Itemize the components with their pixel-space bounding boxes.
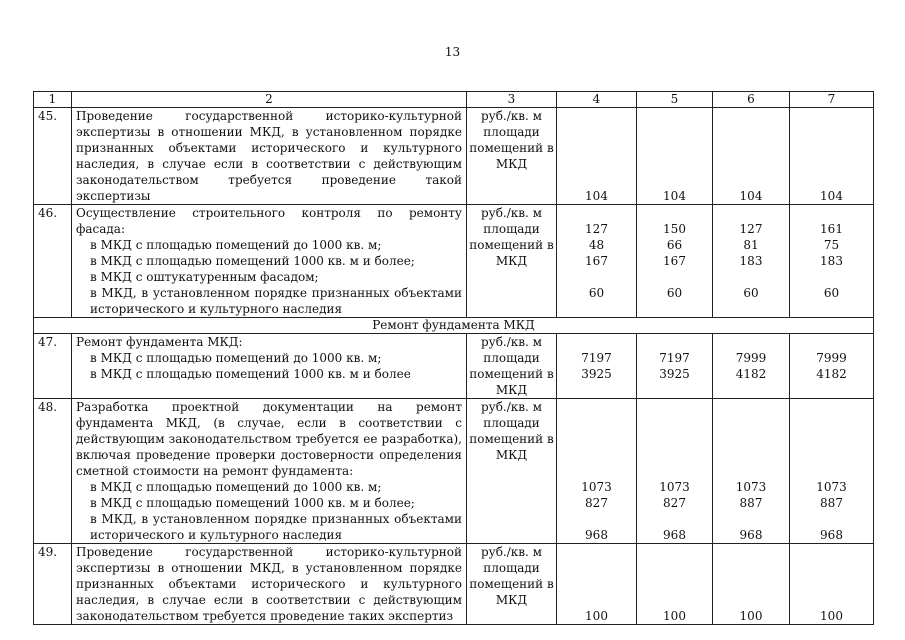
row-unit: руб./кв. м площади помещений в МКД xyxy=(467,544,557,625)
list-item: в МКД с площадью помещений до 1000 кв. м; xyxy=(90,238,382,252)
table-row xyxy=(34,334,874,399)
row-value: 3925 xyxy=(581,367,612,381)
row-value: 827 xyxy=(663,496,686,510)
table-row xyxy=(34,205,874,318)
list-item: в МКД с площадью помещений до 1000 кв. м; xyxy=(90,480,382,494)
list-item: в МКД, в установленном порядке признанных объектами исторического и культурного наследия xyxy=(90,286,462,316)
column-header: 2 xyxy=(72,92,467,108)
row-values xyxy=(713,205,790,318)
row-unit: руб./кв. м площади помещений в МКД xyxy=(467,334,557,399)
row-values xyxy=(637,334,713,399)
list-item: в МКД с площадью помещений 1000 кв. м и более xyxy=(90,367,411,381)
row-value: 968 xyxy=(739,528,763,542)
row-value: 167 xyxy=(585,254,608,268)
table-row xyxy=(34,544,874,625)
row-value: 60 xyxy=(823,286,840,300)
row-description xyxy=(72,205,467,318)
row-value: 7999 xyxy=(735,351,767,365)
row-values xyxy=(637,399,713,544)
list-item: в МКД с площадью помещений 1000 кв. м и более; xyxy=(90,254,415,268)
row-value: 100 xyxy=(557,544,637,625)
row-title: Осуществление строительного контроля по ремонту фасада: xyxy=(76,206,462,236)
row-value: 104 xyxy=(557,108,637,205)
row-value: 887 xyxy=(820,496,843,510)
row-title: Разработка проектной документации на ремонт фундамента МКД, (в случае, если в соответствии с действующим законодательством требуется ее разработка), включая проведение проверки достоверности определения сметной стоимости на ремонт фундамента: xyxy=(76,400,462,478)
column-header: 7 xyxy=(790,92,874,108)
row-value: 161 xyxy=(820,222,843,236)
row-value: 4182 xyxy=(735,367,767,381)
row-value: 66 xyxy=(666,238,683,252)
row-values xyxy=(713,334,790,399)
row-value: 100 xyxy=(790,544,874,625)
row-values xyxy=(790,205,874,318)
row-value: 1073 xyxy=(581,480,612,494)
row-number: 48. xyxy=(34,399,72,544)
row-value: 75 xyxy=(823,238,840,252)
row-value: 81 xyxy=(743,238,759,252)
row-value: 7197 xyxy=(581,351,612,365)
row-value: 60 xyxy=(666,286,683,300)
row-title: Ремонт фундамента МКД: xyxy=(76,335,243,349)
row-value: 127 xyxy=(585,222,608,236)
table-header-row xyxy=(34,92,874,108)
row-value: 60 xyxy=(743,286,759,300)
row-value: 104 xyxy=(713,108,790,205)
row-value: 104 xyxy=(790,108,874,205)
row-values xyxy=(790,334,874,399)
tariff-table xyxy=(33,91,874,625)
row-unit: руб./кв. м площади помещений в МКД xyxy=(467,205,557,318)
row-value: 968 xyxy=(663,528,686,542)
table-row xyxy=(34,399,874,544)
row-number: 47. xyxy=(34,334,72,399)
row-value: 127 xyxy=(739,222,763,236)
row-value: 827 xyxy=(585,496,608,510)
row-number: 46. xyxy=(34,205,72,318)
section-title: Ремонт фундамента МКД xyxy=(34,318,874,334)
row-value: 150 xyxy=(663,222,686,236)
row-unit: руб./кв. м площади помещений в МКД xyxy=(467,108,557,205)
table-row xyxy=(34,108,874,205)
row-description xyxy=(72,399,467,544)
row-value: 968 xyxy=(585,528,608,542)
list-item: в МКД с оштукатуренным фасадом; xyxy=(90,270,319,284)
row-value: 1073 xyxy=(816,480,847,494)
row-description: Проведение государственной историко-культурной экспертизы в отношении МКД, в установленном порядке признанных объектами исторического и культурного наследия, в случае если в соответствии с действующим законодательством требуется проведение такой экспертизы xyxy=(72,108,467,205)
row-value: 183 xyxy=(739,254,763,268)
list-item: в МКД с площадью помещений 1000 кв. м и более; xyxy=(90,496,415,510)
row-description xyxy=(72,334,467,399)
column-header: 6 xyxy=(713,92,790,108)
section-row xyxy=(34,318,874,334)
row-value: 1073 xyxy=(735,480,767,494)
row-description: Проведение государственной историко-культурной экспертизы в отношении МКД, в установленном порядке признанных объектами исторического и культурного наследия, в случае если в соответствии с действующим законодательством требуется проведение таких экспертиз xyxy=(72,544,467,625)
row-values xyxy=(557,334,637,399)
row-value: 3925 xyxy=(659,367,690,381)
row-value: 167 xyxy=(663,254,686,268)
row-number: 45. xyxy=(34,108,72,205)
row-unit: руб./кв. м площади помещений в МКД xyxy=(467,399,557,544)
row-value: 1073 xyxy=(659,480,690,494)
row-values xyxy=(637,205,713,318)
list-item: в МКД, в установленном порядке признанных объектами исторического и культурного наследия xyxy=(90,512,462,542)
row-value: 100 xyxy=(713,544,790,625)
row-value: 7999 xyxy=(816,351,847,365)
row-value: 968 xyxy=(820,528,843,542)
row-values xyxy=(557,205,637,318)
column-header: 5 xyxy=(637,92,713,108)
column-header: 1 xyxy=(34,92,72,108)
row-value: 183 xyxy=(820,254,843,268)
row-value: 887 xyxy=(739,496,763,510)
column-header: 4 xyxy=(557,92,637,108)
row-values xyxy=(557,399,637,544)
row-value: 48 xyxy=(588,238,605,252)
row-value: 4182 xyxy=(816,367,847,381)
row-value: 100 xyxy=(637,544,713,625)
list-item: в МКД с площадью помещений до 1000 кв. м; xyxy=(90,351,382,365)
column-header: 3 xyxy=(467,92,557,108)
page-number: 13 xyxy=(444,45,461,59)
row-value: 60 xyxy=(588,286,605,300)
row-value: 7197 xyxy=(659,351,690,365)
row-value: 104 xyxy=(637,108,713,205)
row-values xyxy=(790,399,874,544)
row-number: 49. xyxy=(34,544,72,625)
row-values xyxy=(713,399,790,544)
